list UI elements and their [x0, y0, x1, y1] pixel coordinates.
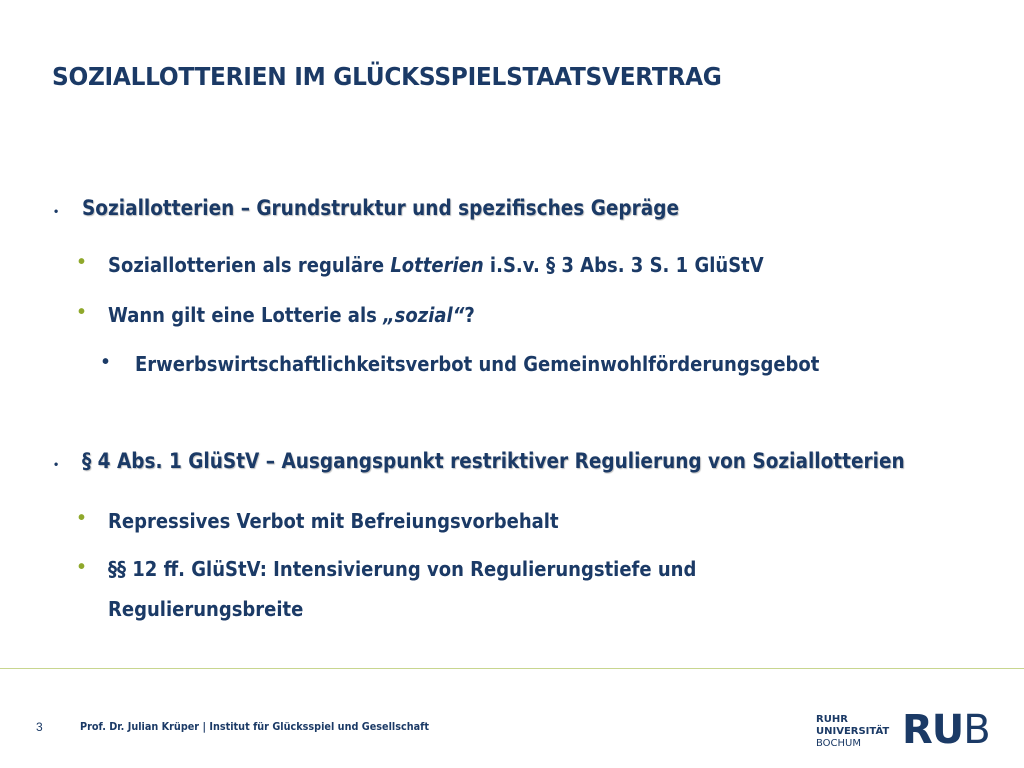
section2-item1: Repressives Verbot mit Befreiungsvorbehalt — [108, 509, 559, 533]
section2-item2-line1: §§ 12 ff. GlüStV: Intensivierung von Regulierungstiefe und — [108, 557, 697, 581]
footer-author: Prof. Dr. Julian Krüper | Institut für Glücksspiel und Gesellschaft — [80, 720, 430, 733]
section1-item1 — [108, 253, 764, 277]
logo-mark-ru: RU — [902, 707, 964, 753]
section1-item2-pre: Wann gilt eine Lotterie als — [108, 303, 384, 327]
rub-logo — [902, 708, 990, 752]
logo-mark-b: B — [963, 707, 990, 753]
bullet-green: • — [78, 301, 86, 323]
section1-sub1: Erwerbswirtschaftlichkeitsverbot und Gemeinwohlförderungsgebot — [135, 352, 820, 376]
logo-line1: RUHR — [816, 714, 848, 725]
footer-divider — [0, 668, 1024, 669]
section1-item2 — [108, 303, 475, 327]
bullet-dot: • — [54, 457, 59, 471]
bullet-green: • — [78, 251, 86, 273]
page-number: 3 — [36, 720, 43, 734]
logo-line2: UNIVERSITÄT — [816, 726, 890, 737]
section1-item1-em: Lotterien — [390, 253, 484, 277]
logo-line3: BOCHUM — [816, 738, 862, 749]
section2-item2-line2: Regulierungsbreite — [108, 597, 304, 621]
section1-item2-post: ? — [464, 303, 475, 327]
university-name — [816, 714, 889, 750]
bullet-green: • — [78, 507, 86, 529]
section1-item2-em: „sozial“ — [383, 303, 465, 327]
slide-title: SOZIALLOTTERIEN IM GLÜCKSSPIELSTAATSVERTRAG — [52, 62, 722, 91]
section1-heading: Soziallotterien – Grundstruktur und spezifisches Gepräge — [82, 196, 680, 220]
bullet-green: • — [78, 556, 86, 578]
section2-heading: § 4 Abs. 1 GlüStV – Ausgangspunkt restriktiver Regulierung von Soziallotterien — [82, 449, 905, 473]
section1-item1-post: i.S.v. § 3 Abs. 3 S. 1 GlüStV — [483, 253, 764, 277]
bullet-dot: • — [54, 204, 59, 218]
section1-item1-pre: Soziallotterien als reguläre — [108, 253, 391, 277]
bullet-navy: • — [102, 351, 110, 373]
